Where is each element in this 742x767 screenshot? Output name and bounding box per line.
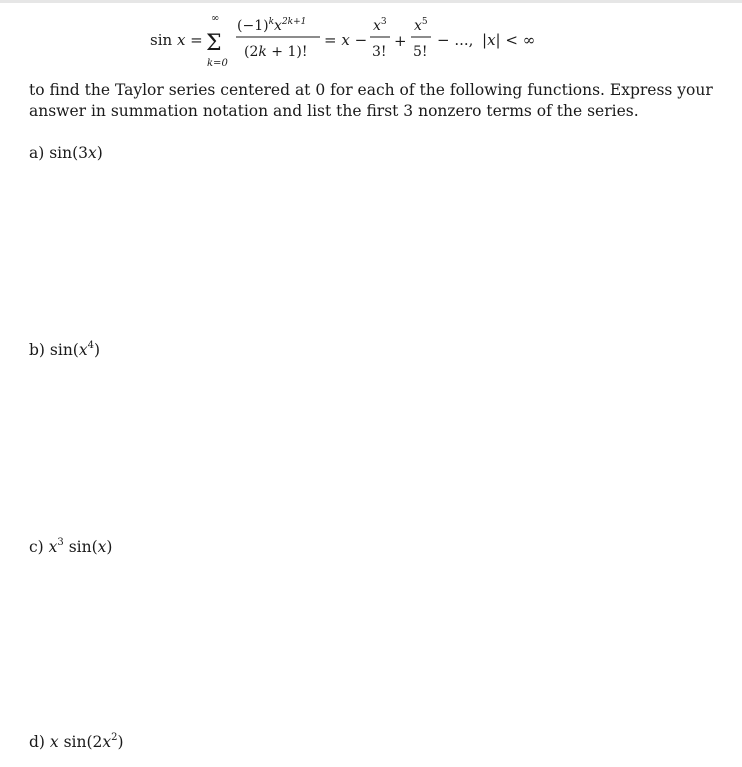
expansion-tail: − ..., [437, 31, 474, 49]
part-a: a) sin(3x) [29, 144, 103, 162]
formula-lhs: sin x = [150, 31, 203, 49]
series-numerator: $(-1)^kx^{2k+1}$ [237, 17, 307, 34]
sum-symbol: Σ [206, 31, 222, 56]
part-d: d) x $\sin(2x^2)$ [29, 732, 124, 751]
part-d-label: d) [29, 733, 45, 751]
term2-denominator: 3! [372, 44, 387, 60]
sum-upper-limit: ∞ [211, 13, 220, 24]
series-denominator: (2k + 1)! [244, 44, 308, 60]
convergence-condition: |x| < ∞ [482, 31, 536, 49]
plus-sign: + [394, 32, 407, 50]
part-c: c) $x^3$ sin(x) [29, 537, 113, 556]
part-b-label: b) [29, 341, 45, 359]
sine-series-formula [0, 0, 742, 80]
term3-denominator: 5! [413, 44, 428, 60]
part-b: b) $\sin(x^4)$ [29, 340, 101, 359]
expansion-start: = x − [324, 31, 368, 49]
instructions-text: to find the Taylor series centered at 0 for each of the following functions. Express your answer in summation notation and list the first 3 nonzero terms of the series. [29, 81, 713, 120]
part-c-label: c) [29, 538, 44, 556]
term3-numerator: $x^5$ [414, 17, 428, 34]
part-a-label: a) [29, 144, 45, 162]
sum-lower-limit: k=0 [207, 58, 228, 69]
term2-numerator: $x^3$ [373, 17, 387, 34]
